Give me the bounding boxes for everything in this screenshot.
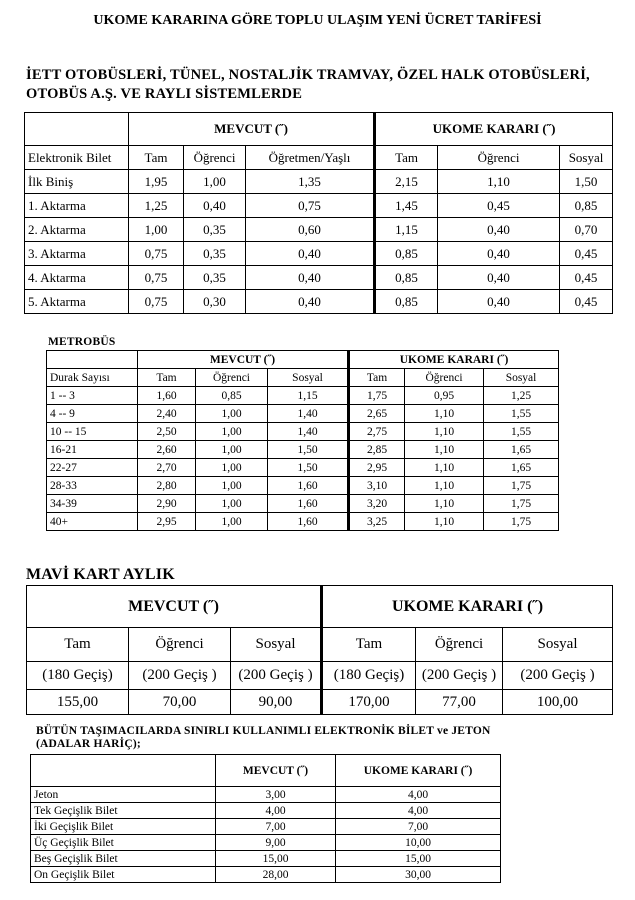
table-cell: 100,00 bbox=[503, 690, 613, 715]
table-cell: 0,45 bbox=[438, 194, 560, 218]
row-label: 16-21 bbox=[47, 441, 138, 459]
table-cell: 1,00 bbox=[196, 513, 268, 531]
group-current-header: MEVCUT (˝) bbox=[27, 586, 322, 628]
column-header: Tam bbox=[322, 628, 416, 662]
table-cell: 0,85 bbox=[375, 266, 438, 290]
table-cell: 3,10 bbox=[349, 477, 405, 495]
table-row bbox=[47, 477, 559, 495]
group-current-header: MEVCUT (˝) bbox=[129, 113, 375, 146]
metrobus-fare-table bbox=[46, 350, 559, 531]
table-cell: 1,50 bbox=[560, 170, 613, 194]
group-new-header: UKOME KARARI (˝) bbox=[375, 113, 613, 146]
table-cell: 1,25 bbox=[484, 387, 559, 405]
table-cell: 1,10 bbox=[405, 423, 484, 441]
table-row bbox=[25, 242, 613, 266]
table-row bbox=[31, 851, 501, 867]
table-cell: 2,40 bbox=[138, 405, 196, 423]
section4-heading-line2: (ADALAR HARİÇ); bbox=[36, 738, 141, 750]
column-header: Tam bbox=[349, 369, 405, 387]
section4-heading bbox=[36, 725, 490, 751]
section4-heading-line1: BÜTÜN TAŞIMACILARDA SINIRLI KULLANIMLI ELEKTRONİK BİLET ve JETON bbox=[36, 725, 491, 737]
table-row bbox=[47, 441, 559, 459]
column-header-current: MEVCUT (˝) bbox=[216, 755, 336, 787]
row-label: 28-33 bbox=[47, 477, 138, 495]
table-cell: (200 Geçiş ) bbox=[231, 662, 322, 690]
column-header: Tam bbox=[138, 369, 196, 387]
table-cell: 0,75 bbox=[129, 290, 184, 314]
table-cell: 1,60 bbox=[268, 513, 349, 531]
table-cell: 2,95 bbox=[138, 513, 196, 531]
table-cell: 1,00 bbox=[196, 495, 268, 513]
column-header: Durak Sayısı bbox=[47, 369, 138, 387]
table-row bbox=[25, 266, 613, 290]
row-label: İlk Biniş bbox=[25, 170, 129, 194]
table-row bbox=[25, 194, 613, 218]
row-label: 3. Aktarma bbox=[25, 242, 129, 266]
row-label: Tek Geçişlik Bilet bbox=[31, 803, 216, 819]
mavi-kart-table bbox=[26, 585, 613, 715]
column-header: Sosyal bbox=[231, 628, 322, 662]
row-label: 1. Aktarma bbox=[25, 194, 129, 218]
table-cell: 0,35 bbox=[184, 266, 246, 290]
empty-header-cell bbox=[47, 351, 138, 369]
table-row bbox=[47, 387, 559, 405]
table-row bbox=[47, 423, 559, 441]
table-cell: 1,60 bbox=[138, 387, 196, 405]
table-cell: 0,45 bbox=[560, 266, 613, 290]
table-cell: 70,00 bbox=[129, 690, 231, 715]
table-cell: 0,40 bbox=[184, 194, 246, 218]
table-cell: 2,85 bbox=[349, 441, 405, 459]
table-cell: 1,15 bbox=[268, 387, 349, 405]
table-cell: 1,60 bbox=[268, 477, 349, 495]
table-cell: 1,95 bbox=[129, 170, 184, 194]
column-header-row bbox=[27, 628, 613, 662]
row-label: Jeton bbox=[31, 787, 216, 803]
table-cell: 3,25 bbox=[349, 513, 405, 531]
table-row bbox=[31, 787, 501, 803]
table-cell: 0,40 bbox=[246, 266, 375, 290]
table-cell: 1,00 bbox=[196, 477, 268, 495]
table-cell: 1,40 bbox=[268, 423, 349, 441]
section1-heading bbox=[26, 66, 590, 104]
empty-header-cell bbox=[25, 113, 129, 146]
table-cell: 1,10 bbox=[405, 477, 484, 495]
column-header: Sosyal bbox=[484, 369, 559, 387]
table-cell: 1,75 bbox=[484, 513, 559, 531]
table-cell: (200 Geçiş ) bbox=[503, 662, 613, 690]
table-cell: 0,45 bbox=[560, 242, 613, 266]
table-cell: 1,10 bbox=[438, 170, 560, 194]
row-label: 4 -- 9 bbox=[47, 405, 138, 423]
table-cell: 15,00 bbox=[216, 851, 336, 867]
table-cell: 2,80 bbox=[138, 477, 196, 495]
table-cell: 3,00 bbox=[216, 787, 336, 803]
column-header: Öğrenci bbox=[184, 146, 246, 170]
row-label: 40+ bbox=[47, 513, 138, 531]
column-header: Öğretmen/Yaşlı bbox=[246, 146, 375, 170]
table-cell: 0,35 bbox=[184, 242, 246, 266]
row-label: 4. Aktarma bbox=[25, 266, 129, 290]
table-cell: 1,00 bbox=[196, 423, 268, 441]
electronic-ticket-table bbox=[30, 754, 501, 883]
table-cell: 2,50 bbox=[138, 423, 196, 441]
table-cell: 4,00 bbox=[336, 787, 501, 803]
table-cell: 0,40 bbox=[438, 218, 560, 242]
table-cell: 1,35 bbox=[246, 170, 375, 194]
table-cell: 1,25 bbox=[129, 194, 184, 218]
row-label: İki Geçişlik Bilet bbox=[31, 819, 216, 835]
table-cell: 1,65 bbox=[484, 459, 559, 477]
table-cell: 1,75 bbox=[349, 387, 405, 405]
table-cell: 0,75 bbox=[129, 242, 184, 266]
table-cell: 1,45 bbox=[375, 194, 438, 218]
table-cell: 0,95 bbox=[405, 387, 484, 405]
table-cell: 0,40 bbox=[246, 290, 375, 314]
table-cell: 2,15 bbox=[375, 170, 438, 194]
table-cell: 30,00 bbox=[336, 867, 501, 883]
table-row bbox=[31, 819, 501, 835]
empty-header-cell bbox=[31, 755, 216, 787]
table-header-row bbox=[25, 113, 613, 146]
table-cell: 1,10 bbox=[405, 441, 484, 459]
table-cell: 170,00 bbox=[322, 690, 416, 715]
table-cell: 0,45 bbox=[560, 290, 613, 314]
table-cell: 1,75 bbox=[484, 477, 559, 495]
table-cell: 0,35 bbox=[184, 218, 246, 242]
table-cell: 1,55 bbox=[484, 405, 559, 423]
group-new-header: UKOME KARARI (˝) bbox=[349, 351, 559, 369]
table-cell: 2,95 bbox=[349, 459, 405, 477]
table-cell: 1,00 bbox=[196, 459, 268, 477]
table-row bbox=[31, 803, 501, 819]
table-cell: 4,00 bbox=[336, 803, 501, 819]
table-cell: 0,70 bbox=[560, 218, 613, 242]
table-cell: 0,40 bbox=[438, 266, 560, 290]
table-row bbox=[47, 405, 559, 423]
table-cell: (180 Geçiş) bbox=[27, 662, 129, 690]
row-label: 1 -- 3 bbox=[47, 387, 138, 405]
row-label: 34-39 bbox=[47, 495, 138, 513]
column-header: Öğrenci bbox=[129, 628, 231, 662]
table-cell: 4,00 bbox=[216, 803, 336, 819]
table-cell: 77,00 bbox=[416, 690, 503, 715]
table-cell: 1,60 bbox=[268, 495, 349, 513]
prices-row bbox=[27, 690, 613, 715]
table-cell: 1,40 bbox=[268, 405, 349, 423]
column-header-row bbox=[47, 369, 559, 387]
table-cell: 0,40 bbox=[438, 242, 560, 266]
table-cell: 10,00 bbox=[336, 835, 501, 851]
column-header: Öğrenci bbox=[405, 369, 484, 387]
table-row bbox=[25, 218, 613, 242]
table-cell: 9,00 bbox=[216, 835, 336, 851]
row-label: 10 -- 15 bbox=[47, 423, 138, 441]
table-cell: 1,00 bbox=[196, 441, 268, 459]
column-header: Öğrenci bbox=[196, 369, 268, 387]
table-cell: 1,10 bbox=[405, 495, 484, 513]
group-new-header: UKOME KARARI (˝) bbox=[322, 586, 613, 628]
row-label: Beş Geçişlik Bilet bbox=[31, 851, 216, 867]
section1-heading-line2: OTOBÜS A.Ş. VE RAYLI SİSTEMLERDE bbox=[26, 86, 303, 102]
table-cell: 1,00 bbox=[129, 218, 184, 242]
row-label: 22-27 bbox=[47, 459, 138, 477]
table-row bbox=[47, 513, 559, 531]
column-header: Sosyal bbox=[560, 146, 613, 170]
column-header-row bbox=[25, 146, 613, 170]
table-cell: 0,75 bbox=[246, 194, 375, 218]
page-title: UKOME KARARINA GÖRE TOPLU ULAŞIM YENİ ÜCRET TARİFESİ bbox=[93, 13, 542, 28]
table-cell: 1,50 bbox=[268, 459, 349, 477]
group-current-header: MEVCUT (˝) bbox=[138, 351, 349, 369]
table-cell: 1,10 bbox=[405, 513, 484, 531]
table-cell: 90,00 bbox=[231, 690, 322, 715]
table-cell: 1,75 bbox=[484, 495, 559, 513]
table-cell: 1,10 bbox=[405, 405, 484, 423]
column-header: Tam bbox=[375, 146, 438, 170]
table-cell: 155,00 bbox=[27, 690, 129, 715]
table-row bbox=[31, 867, 501, 883]
table-cell: (200 Geçiş ) bbox=[416, 662, 503, 690]
table-cell: 1,15 bbox=[375, 218, 438, 242]
table-cell: 1,50 bbox=[268, 441, 349, 459]
table-row bbox=[25, 290, 613, 314]
column-header: Öğrenci bbox=[438, 146, 560, 170]
column-header: Elektronik Bilet bbox=[25, 146, 129, 170]
table-cell: 1,00 bbox=[196, 405, 268, 423]
table-cell: 1,65 bbox=[484, 441, 559, 459]
iett-fare-table bbox=[24, 112, 613, 314]
table-cell: 0,85 bbox=[375, 290, 438, 314]
table-cell: 7,00 bbox=[336, 819, 501, 835]
table-cell: 2,60 bbox=[138, 441, 196, 459]
table-row bbox=[47, 459, 559, 477]
table-header-row bbox=[47, 351, 559, 369]
table-cell: 1,10 bbox=[405, 459, 484, 477]
table-cell: 1,00 bbox=[184, 170, 246, 194]
column-header: Öğrenci bbox=[416, 628, 503, 662]
mavi-kart-heading: MAVİ KART AYLIK bbox=[26, 566, 175, 583]
table-cell: 0,85 bbox=[560, 194, 613, 218]
table-cell: (200 Geçiş ) bbox=[129, 662, 231, 690]
column-header-new: UKOME KARARI (˝) bbox=[336, 755, 501, 787]
row-label: 5. Aktarma bbox=[25, 290, 129, 314]
column-header: Tam bbox=[27, 628, 129, 662]
column-header: Tam bbox=[129, 146, 184, 170]
table-cell: 2,65 bbox=[349, 405, 405, 423]
row-label: On Geçişlik Bilet bbox=[31, 867, 216, 883]
table-cell: 0,40 bbox=[246, 242, 375, 266]
metrobus-heading: METROBÜS bbox=[48, 336, 116, 348]
passes-row bbox=[27, 662, 613, 690]
table-cell: 0,40 bbox=[438, 290, 560, 314]
table-cell: 15,00 bbox=[336, 851, 501, 867]
table-cell: (180 Geçiş) bbox=[322, 662, 416, 690]
table-cell: 1,55 bbox=[484, 423, 559, 441]
table-cell: 0,60 bbox=[246, 218, 375, 242]
table-cell: 2,70 bbox=[138, 459, 196, 477]
row-label: 2. Aktarma bbox=[25, 218, 129, 242]
table-cell: 7,00 bbox=[216, 819, 336, 835]
table-cell: 28,00 bbox=[216, 867, 336, 883]
table-cell: 0,85 bbox=[375, 242, 438, 266]
table-row bbox=[25, 170, 613, 194]
table-cell: 3,20 bbox=[349, 495, 405, 513]
column-header: Sosyal bbox=[503, 628, 613, 662]
table-cell: 0,30 bbox=[184, 290, 246, 314]
row-label: Üç Geçişlik Bilet bbox=[31, 835, 216, 851]
table-cell: 2,75 bbox=[349, 423, 405, 441]
table-row bbox=[47, 495, 559, 513]
table-cell: 0,85 bbox=[196, 387, 268, 405]
table-header-row bbox=[27, 586, 613, 628]
table-header-row bbox=[31, 755, 501, 787]
table-row bbox=[31, 835, 501, 851]
section1-heading-line1: İETT OTOBÜSLERİ, TÜNEL, NOSTALJİK TRAMVAY, ÖZEL HALK OTOBÜSLERİ, bbox=[26, 67, 590, 83]
table-cell: 0,75 bbox=[129, 266, 184, 290]
table-cell: 2,90 bbox=[138, 495, 196, 513]
column-header: Sosyal bbox=[268, 369, 349, 387]
